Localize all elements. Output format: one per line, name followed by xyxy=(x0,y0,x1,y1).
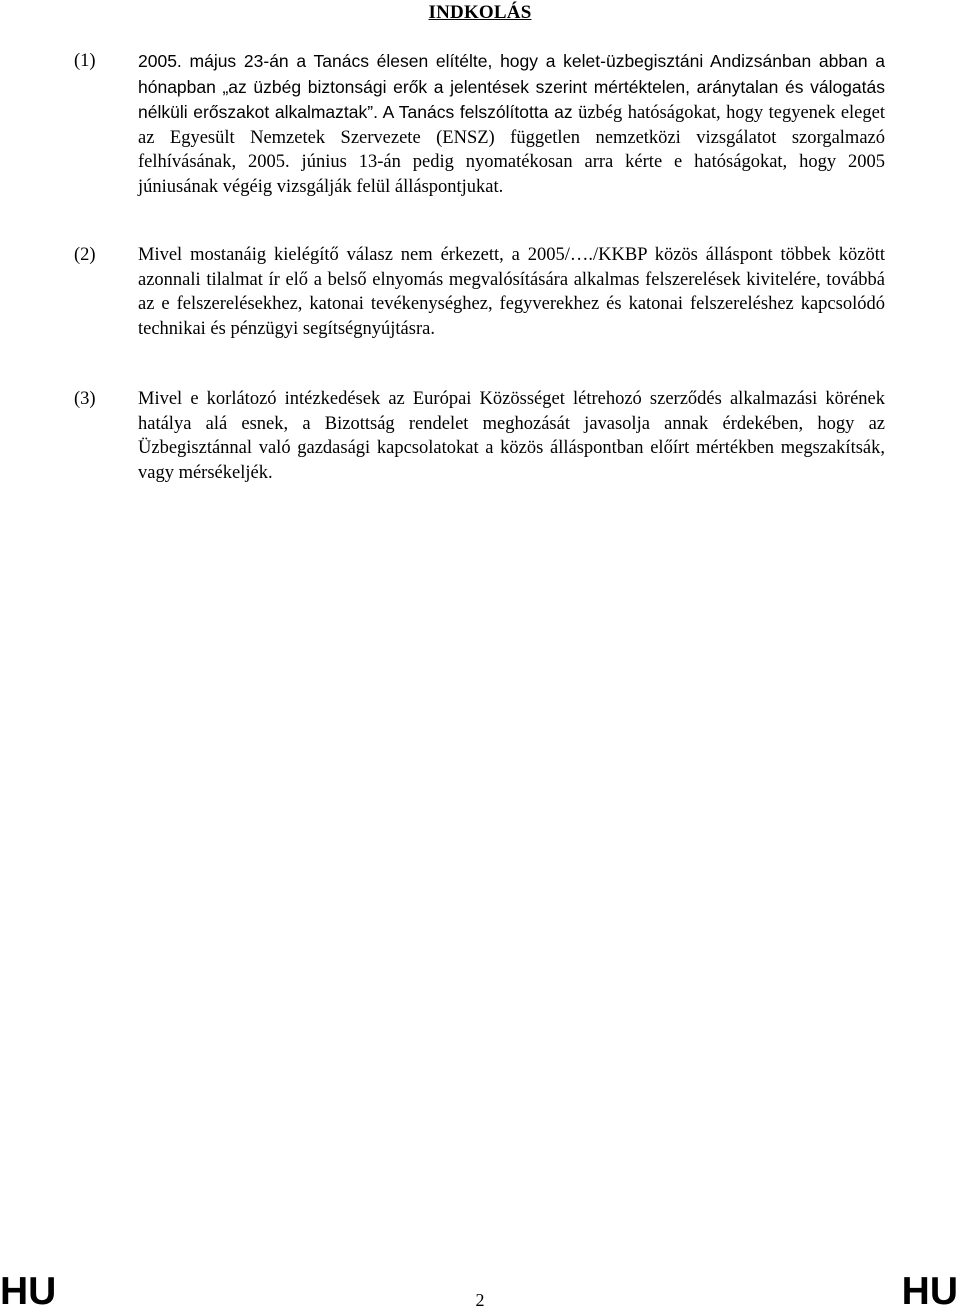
footer-language-code-left: HU xyxy=(0,1270,57,1313)
paragraph-number: (1) xyxy=(74,51,96,71)
paragraph-number: (2) xyxy=(74,245,96,265)
paragraph-text-sans-part: 2005. május 23-án a Tanács élesen elítélte, hogy a kelet-üzbegisztáni Andizsánban abban a hónapban „az üzbég biztonsági erők a jelentések szerint mértéktelen, aránytalan és válogatás nélküli erőszakot alkalmaztak”. A Tanács felszólította az xyxy=(138,51,885,123)
page-number: 2 xyxy=(475,1290,485,1310)
paragraph-number: (3) xyxy=(74,389,96,409)
paragraph-text-serif-part: üzbég hatóságokat, hogy tegyenek eleget az Egyesült Nemzetek Szervezete (ENSZ) független nemzetközi vizsgálatot szorgalmazó felhívásának, 2005. június 13-án pedig nyomatékosan arra kérte e hatóságokat, hogy 2005 júniusának végéig vizsgálják felül álláspontjukat. xyxy=(138,103,885,197)
paragraph-text xyxy=(138,49,885,200)
paragraph-text: Mivel e korlátozó intézkedések az Európai Közösséget létrehozó szerződés alkalmazási körének hatálya alá esnek, a Bizottság rendelet meghozását javasolja annak érdekében, hogy az Üzbegisztánnal való gazdasági kapcsolatokat a közös álláspontban előírt mértékben megszakítsák, vagy mérsékeljék. xyxy=(138,389,885,483)
page-title: INDKOLÁS xyxy=(428,2,532,23)
paragraph-text: Mivel mostanáig kielégítő válasz nem érkezett, a 2005/…./KKBP közös álláspont többek között azonnali tilalmat ír elő a belső elnyomás megvalósítására alkalmas felszerelések kivitelére, továbbá az e felszerelésekhez, katonai tevékenységhez, fegyverekhez és katonai felszereléshez kapcsolódó technikai és pénzügyi segítségnyújtásra. xyxy=(138,245,885,339)
footer-language-code-right: HU xyxy=(901,1270,958,1313)
